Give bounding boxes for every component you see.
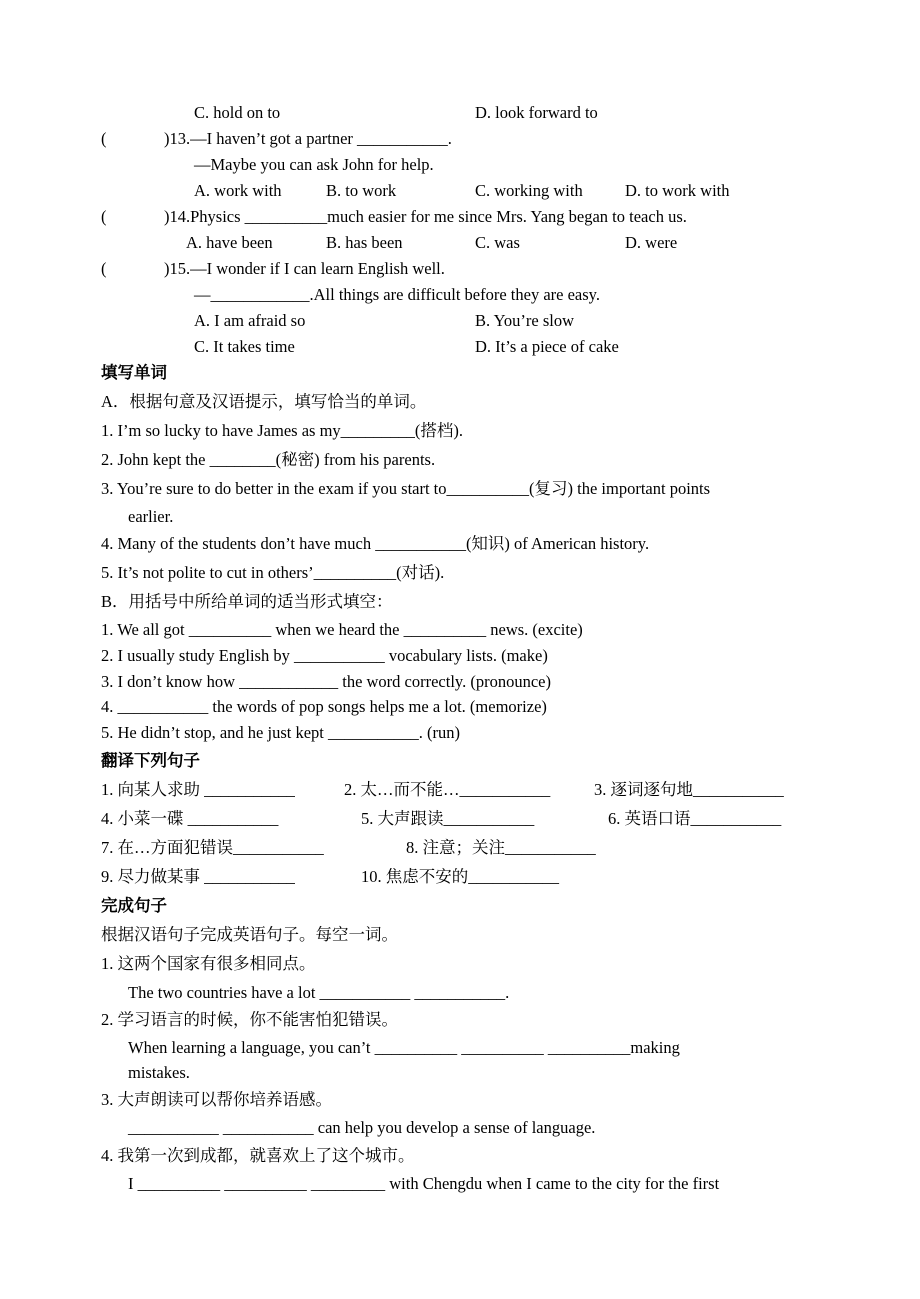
option-c: C. hold on to — [194, 103, 281, 122]
chinese-sentence: 2. 学习语言的时候，你不能害怕犯错误。 — [101, 1010, 398, 1029]
option-d: D. to work with — [625, 181, 730, 200]
question-reply: —Maybe you can ask John for help. — [194, 155, 434, 174]
option-d: D. look forward to — [475, 103, 598, 122]
option-a: A. work with — [194, 181, 282, 200]
exercise-line: 4. Many of the students don’t have much ___________(知识) of American history. — [101, 534, 650, 553]
translate-item: 5. 大声跟读___________ — [361, 809, 535, 828]
option-b: B. to work — [326, 181, 397, 200]
chinese-sentence: 3. 大声朗读可以帮你培养语感。 — [101, 1090, 332, 1109]
exercise-line: 5. He didn’t stop, and he just kept ___________. (run) — [101, 723, 460, 742]
question-stem: )15.—I wonder if I can learn English well. — [164, 259, 445, 278]
option-a: A. I am afraid so — [194, 311, 306, 330]
translate-item: 2. 太…而不能…___________ — [344, 780, 551, 799]
chinese-sentence: 1. 这两个国家有很多相同点。 — [101, 954, 316, 973]
exercise-line: 3. I don’t know how ____________ the word correctly. (pronounce) — [101, 672, 551, 691]
exercise-line: 1. I’m so lucky to have James as my_________(搭档). — [101, 421, 464, 440]
section-instruction: A．根据句意及汉语提示，填写恰当的单词。 — [101, 392, 427, 411]
question-stem: )14.Physics __________much easier for me since Mrs. Yang began to teach us. — [164, 207, 687, 226]
option-c: C. working with — [475, 181, 583, 200]
translate-item: 1. 向某人求助 ___________ — [101, 780, 295, 799]
section-instruction: B．用括号中所给单词的适当形式填空： — [101, 592, 393, 611]
translate-item: 6. 英语口语___________ — [608, 809, 782, 828]
exercise-line: 2. John kept the ________(秘密) from his parents. — [101, 450, 436, 469]
option-c: C. was — [475, 233, 520, 252]
section-heading: 翻译下列句子 — [101, 751, 200, 770]
answer-paren: ( — [101, 259, 107, 278]
answer-paren: ( — [101, 207, 107, 226]
english-sentence: ___________ ___________ can help you develop a sense of language. — [128, 1118, 596, 1137]
exercise-line: 5. It’s not polite to cut in others’__________(对话). — [101, 563, 445, 582]
chinese-sentence: 4. 我第一次到成都，就喜欢上了这个城市。 — [101, 1146, 415, 1165]
section-heading: 完成句子 — [101, 896, 167, 915]
translate-item: 9. 尽力做某事 ___________ — [101, 867, 295, 886]
exercise-line-cont: earlier. — [128, 507, 174, 526]
english-sentence: I __________ __________ _________ with Chengdu when I came to the city for the first — [128, 1174, 720, 1193]
exercise-line: 3. You’re sure to do better in the exam if you start to__________(复习) the important points — [101, 479, 711, 498]
section-heading: 填写单词 — [101, 363, 167, 382]
answer-paren: ( — [101, 129, 107, 148]
option-d: D. were — [625, 233, 678, 252]
translate-item: 8. 注意；关注___________ — [406, 838, 596, 857]
english-sentence: When learning a language, you can’t __________ __________ __________making — [128, 1038, 680, 1057]
exercise-line: 2. I usually study English by ___________ vocabulary lists. (make) — [101, 646, 548, 665]
translate-item: 7. 在…方面犯错误___________ — [101, 838, 324, 857]
question-reply: —____________.All things are difficult before they are easy. — [194, 285, 600, 304]
exercise-line: 4. ___________ the words of pop songs helps me a lot. (memorize) — [101, 697, 547, 716]
option-a: A. have been — [186, 233, 273, 252]
option-d: D. It’s a piece of cake — [475, 337, 619, 356]
translate-item: 3. 逐词逐句地___________ — [594, 780, 784, 799]
section-instruction: 根据汉语句子完成英语句子。每空一词。 — [101, 925, 398, 944]
translate-item: 4. 小菜一碟 ___________ — [101, 809, 279, 828]
option-b: B. You’re slow — [475, 311, 575, 330]
english-sentence: The two countries have a lot ___________ ___________. — [128, 983, 510, 1002]
option-c: C. It takes time — [194, 337, 295, 356]
english-sentence-cont: mistakes. — [128, 1063, 190, 1082]
translate-item: 10. 焦虑不安的___________ — [361, 867, 559, 886]
question-stem: )13.—I haven’t got a partner ___________. — [164, 129, 452, 148]
option-b: B. has been — [326, 233, 403, 252]
exercise-line: 1. We all got __________ when we heard the __________ news. (excite) — [101, 620, 583, 639]
